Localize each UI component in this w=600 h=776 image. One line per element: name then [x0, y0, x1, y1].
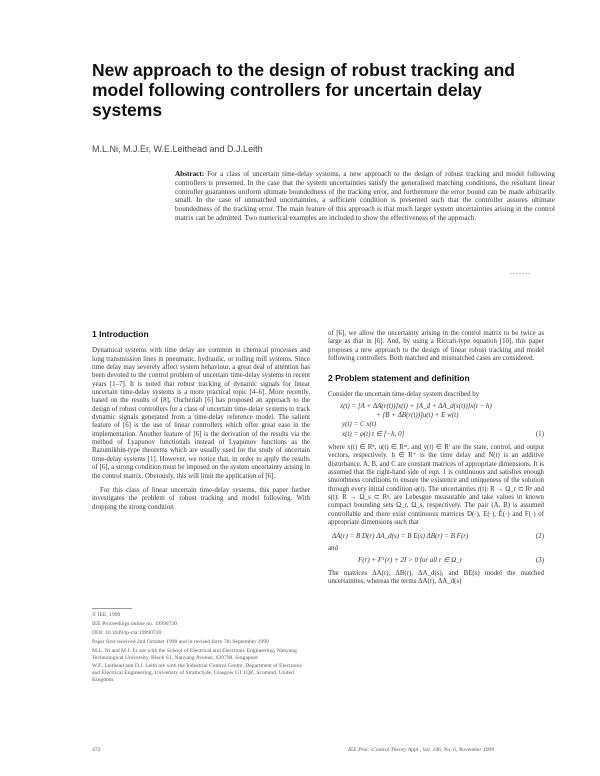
abstract: [175, 170, 555, 223]
footnote-proceedings: IEE Proceedings online no. 19990720: [92, 620, 177, 627]
equation-3-number: (3): [535, 555, 544, 564]
and-word: and: [328, 544, 338, 552]
equation-1-line-4: x(t) = φ(t) t ∈ [−h, 0]: [342, 429, 405, 438]
footnote-affiliation-2: W.E. Leithead and D.J. Leith are with the Industrial Control Centre, Department of Electronic and Electrical Engineering, University of Strathclyde, Glasgow G1 1QE, Scotland, United Kingdom: [92, 663, 303, 684]
footnotes: [92, 612, 310, 686]
intro-paragraph-2: For this class of linear uncertain time-delay systems, this paper further investigates the problem of robust tracking and model following. With dropping the strong condition: [92, 486, 310, 511]
footnote-affiliation-1: M.L. Ni and M.J. Er are with the School of Electrical and Electronic Engineering, Nanyang Technological University, Block S1, Nanyang Avenue, 639798, Singapore: [92, 647, 297, 661]
equation-2-body: ΔA(r) = B D(r) ΔA_d(s) = B E(s) ΔB(r) = B F(r): [332, 532, 469, 541]
abstract-label: Abstract:: [175, 170, 205, 178]
section2-paragraph: where x(t) ∈ Rⁿ, u(t) ∈ Rᵐ, and y(t) ∈ Rˡ are the state, control, and output vectors, respectively. h ∈ R⁺ is the time delay and N(t) is an additive disturbance. A, B, and C are constant matrices of appropriate dimensions. It is assumed that the right-hand side of eqn. 1 is continuous and satisfies enough smoothness conditions to ensure the existence and uniqueness of the solution through every initial condition φ(t). The uncertainties r(t): R → Ω_r ⊂ Rᵖ and s(t): R → Ω_s ⊂ Rᵍ, are Lebesgue measurable and take values in known compact bounding sets Ω_r, Ω_s, respectively. The pair (A, B) is assumed controllable and there exist continuous matrices D(·), E(·), Ê(·) and F(·) of appropriate dimensions such that: [328, 443, 544, 526]
equation-1-number: (1): [535, 429, 544, 438]
footnote-received: Paper first received 2nd October 1998 and in revised form 7th September 1999: [92, 638, 269, 645]
equation-3-body: F(r) + Fᵀ(r) + 2I > 0 for all r ∈ Ω_r: [358, 555, 463, 564]
left-column: [92, 330, 310, 518]
authors: M.L.Ni, M.J.Er, W.E.Leithead and D.J.Leith: [92, 144, 263, 154]
equation-1: [328, 402, 544, 439]
paper-title: New approach to the design of robust tracking and model following controllers for uncertain delay systems: [92, 60, 515, 120]
footnote-rule: [92, 608, 132, 609]
equation-1-line-1: ẋ(t) = [A + ΔA(r(t))]x(t) + [A_d + ΔA_d(s(t))]x(t − h): [340, 402, 492, 411]
section2-intro: Consider the uncertain time-delay system described by: [328, 390, 480, 398]
abstract-end-dots: .......: [510, 267, 531, 276]
footnote-copyright: © IEE, 1999: [92, 612, 121, 618]
equation-1-line-2: + [B + ΔB(r(t))]u(t) + E w(t): [376, 411, 459, 420]
section1-heading: 1 Introduction: [92, 329, 149, 339]
section2-heading: 2 Problem statement and definition: [328, 373, 470, 384]
journal-footer: IEE Proc.-Control Theory Appl., Vol. 146, No. 6, November 1999: [348, 747, 495, 753]
abstract-text: For a class of uncertain time-delay systems, a new approach to the design of robust tracking and model following controllers is presented. In the case that the system uncertainties satisfy the generalised matching conditions, the resultant linear controller guarantees uniform ultimate boundedness of the tracking error, and furthermore the error bound can be made arbitrarily small. In the case of unmatched uncertainties, a sufficient condition is presented such that the controller assures ultimate boundedness of the tracking error. The main feature of this approach is that much larger system uncertainties arising in the control matrix can be admitted. Two numerical examples are included to show the effectiveness of the approach.: [175, 170, 555, 222]
page-number: 472: [92, 747, 101, 753]
intro-continuation: of [6], we allow the uncertainty arising in the control matrix to be twice as large as that in [6]. And, by using a Riccati-type equation [10], this paper proposes a new approach to the design of linear robust tracking and model following controllers. Both matched and mismatched cases are considered.: [328, 330, 544, 363]
equation-1-line-3: y(t) = C x(t): [342, 420, 377, 429]
equation-2-number: (2): [535, 532, 544, 541]
intro-paragraph-1: Dynamical systems with time delay are common in chemical processes and long transmission lines in pneumatic, hydraulic, or rolling mill systems. Since time delay may severely affect system behaviour, a great deal of attention has been devoted to the control problem of uncertain time-delay systems in recent years [1–7]. It is noted that robust tracking of dynamic signals for linear uncertain time-delay systems is a more practical topic [4–6]. More recently, based on the results of [8], Oucheriah [6] has proposed an approach to the design of robust controllers for a class of uncertain time-delay systems to track dynamic signals generated from a time-delay reference model. The salient feature of [6] is the use of linear controllers which offer great ease in the implementation. Another feature of [6] is the derivation of the results via the method of Lyapunov functionals instead of Lyapunov functions as the Razumikhin-type theorems which are usually used for the study of uncertain time-delay systems [1]. However, we notice that, in order to apply the results of [6], a strong condition must be imposed on the system uncertainty arising in the control matrix. Obviously, this will limit the application of [6].: [92, 347, 310, 480]
equation-2: [328, 532, 544, 541]
section2-closing: The matrices ΔA(r), ΔB(r), ΔA_d(s), and BE(s) model the matched uncertainties, whereas the terms ΔA(r), ΔA_d(s): [328, 570, 544, 586]
footnote-doi: DOI: 10.1049/ip-cta:19990720: [92, 629, 162, 636]
equation-3: [328, 556, 544, 565]
right-column: [328, 330, 544, 593]
